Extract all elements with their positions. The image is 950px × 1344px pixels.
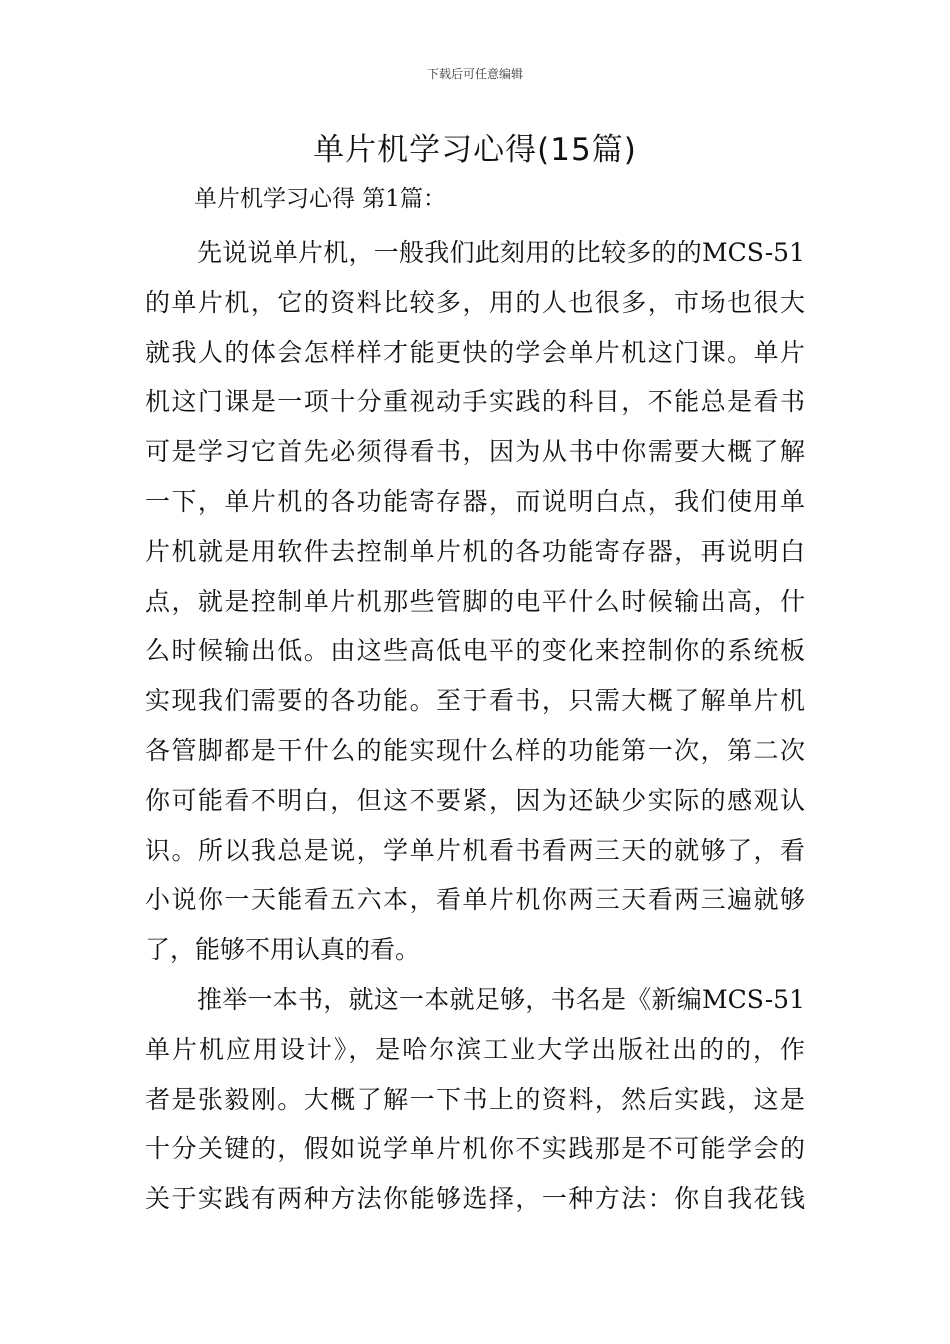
header-note: 下载后可任意编辑: [426, 67, 523, 81]
text-line: 各管脚都是干什么的能实现什么样的功能第一次，第二次: [145, 735, 805, 765]
text-line: 单片机应用设计》，是哈尔滨工业大学出版社出的的，作: [145, 1034, 805, 1064]
text-line: 可是学习它首先必须得看书，因为从书中你需要大概了解: [145, 437, 805, 467]
text-line: 先说说单片机，一般我们此刻用的比较多的的MCS-51: [197, 238, 805, 267]
body-text: [145, 228, 805, 1224]
text-line: 就我人的体会怎样样才能更快的学会单片机这门课。单片: [145, 337, 805, 367]
text-line: 你可能看不明白，但这不要紧，因为还缺少实际的感观认: [145, 785, 805, 815]
text-line: 点，就是控制单片机那些管脚的电平什么时候输出高，什: [145, 586, 805, 616]
text-line: 识。所以我总是说，学单片机看书看两三天的就够了，看: [145, 835, 805, 865]
text-line: 实现我们需要的各功能。至于看书，只需大概了解单片机: [145, 686, 805, 716]
text-line: 小说你一天能看五六本，看单片机你两三天看两三遍就够: [145, 885, 805, 915]
text-line: 机这门课是一项十分重视动手实践的科目，不能总是看书: [145, 387, 805, 417]
text-line: 了，能够不用认真的看。: [145, 935, 421, 965]
text-line: 片机就是用软件去控制单片机的各功能寄存器，再说明白: [145, 536, 805, 566]
text-line: 关于实践有两种方法你能够选择，一种方法：你自我花钱: [145, 1184, 805, 1214]
text-line: 推举一本书，就这一本就足够，书名是《新编MCS-51: [197, 984, 805, 1014]
text-line: 者是张毅刚。大概了解一下书上的资料，然后实践，这是: [145, 1084, 805, 1114]
text-line: 的单片机，它的资料比较多，用的人也很多，市场也很大: [145, 287, 805, 317]
section-subheading: 单片机学习心得 第1篇：: [194, 186, 446, 212]
text-line: 十分关键的，假如说学单片机你不实践那是不可能学会的: [145, 1134, 805, 1164]
document-title: 单片机学习心得(15篇): [313, 132, 637, 168]
text-line: 一下，单片机的各功能寄存器，而说明白点，我们使用单: [145, 486, 805, 516]
text-line: 么时候输出低。由这些高低电平的变化来控制你的系统板: [145, 636, 805, 666]
